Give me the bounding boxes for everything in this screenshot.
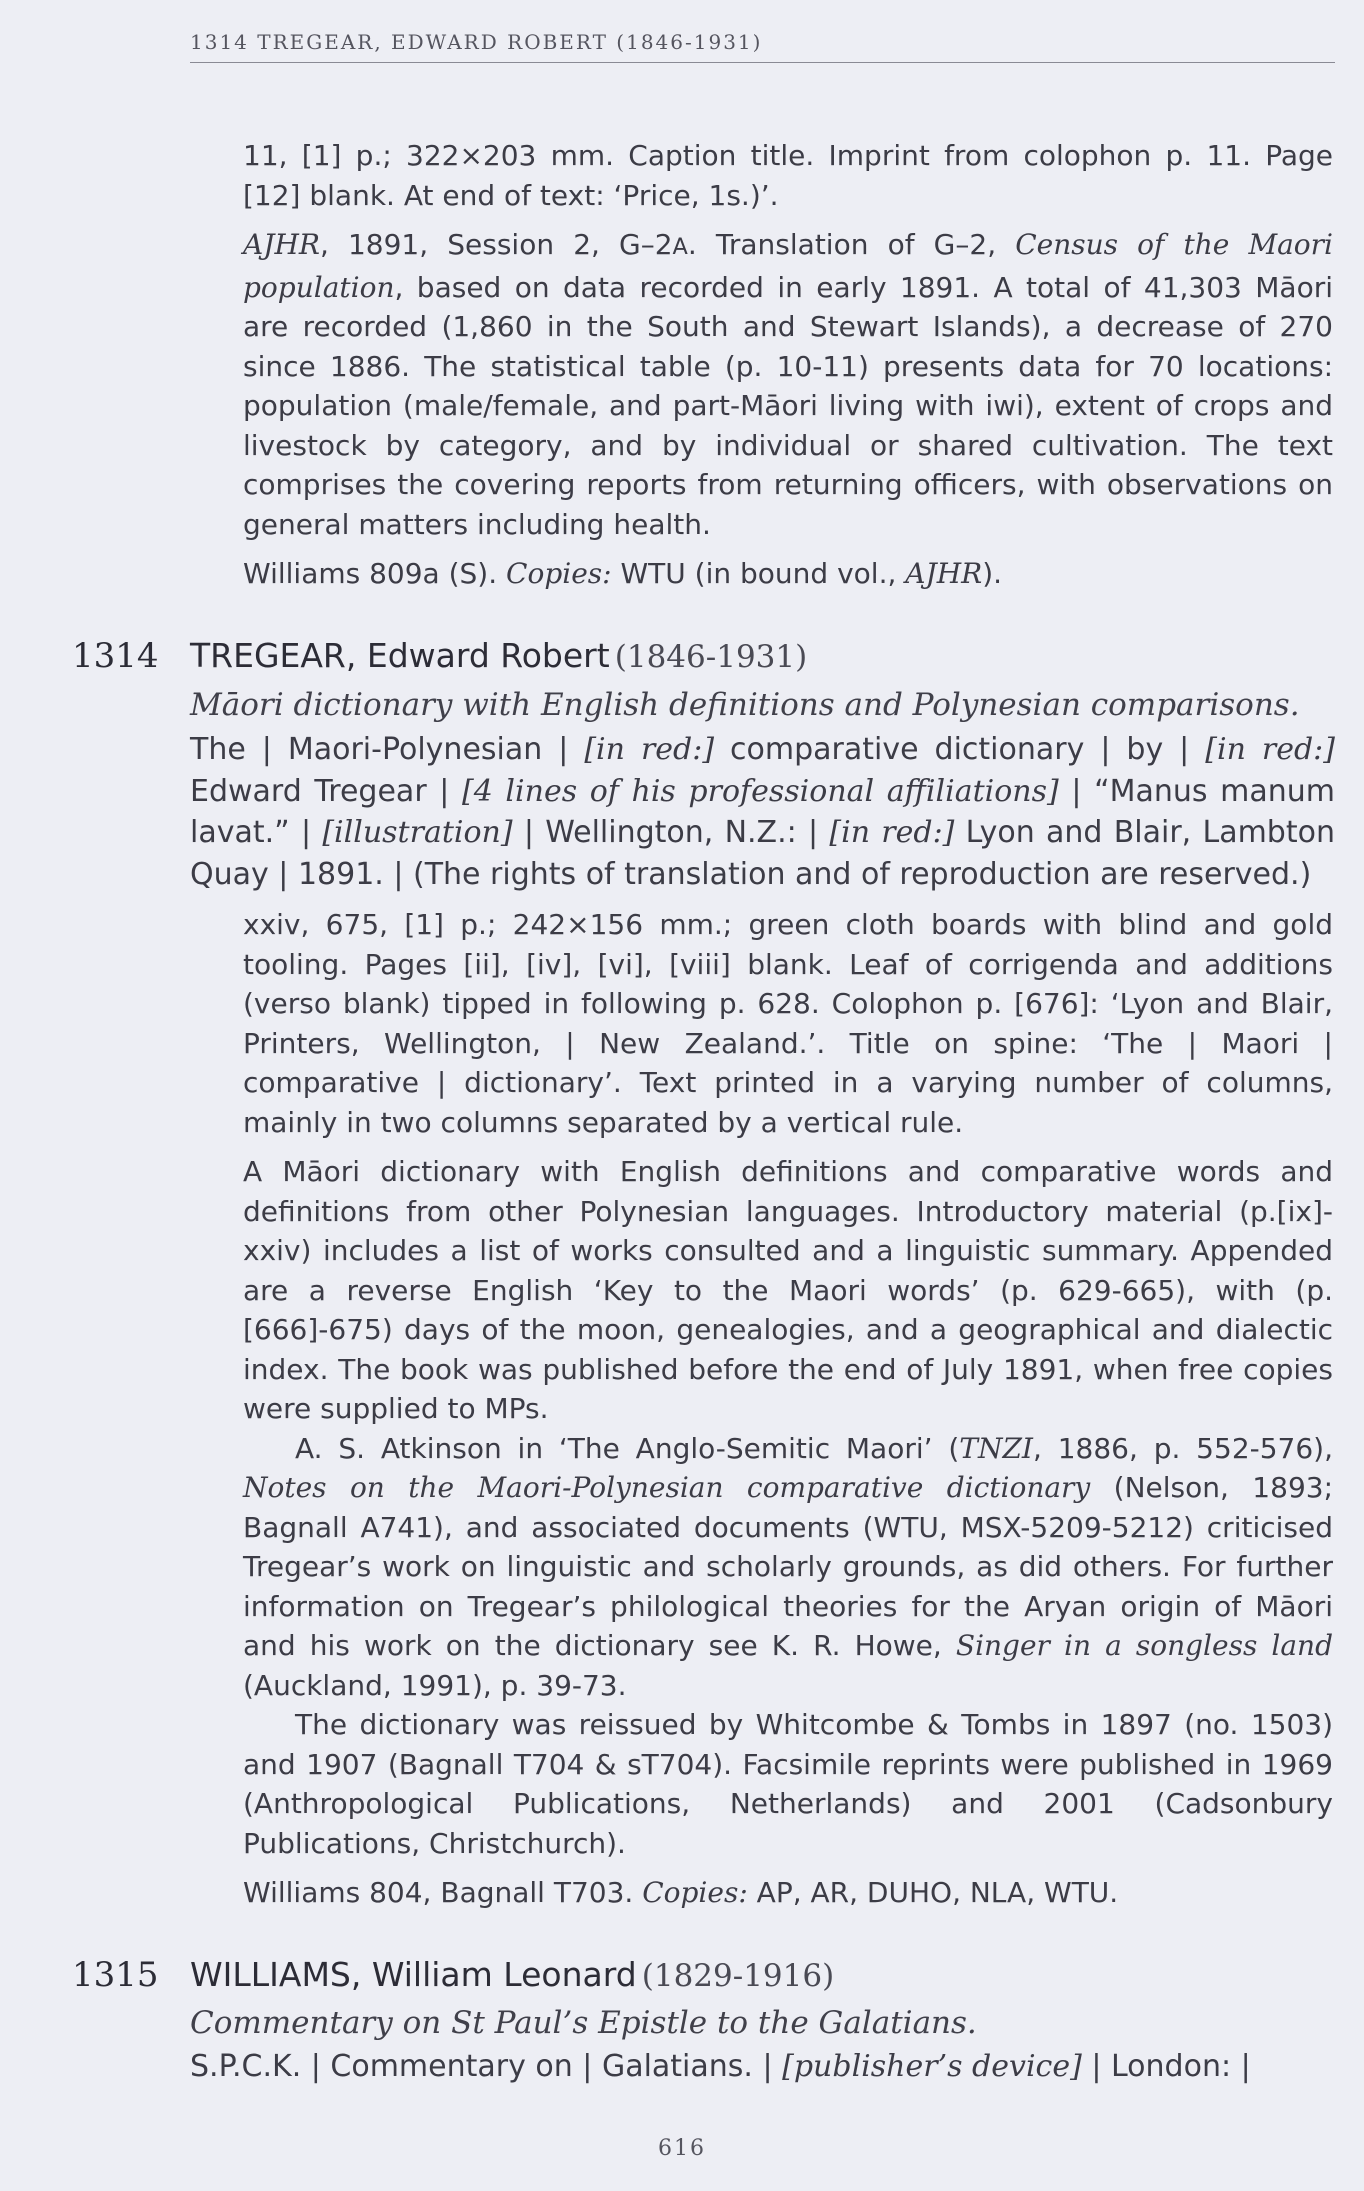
author-name: TREGEAR, Edward Robert xyxy=(190,636,610,675)
title-transcription-1315 xyxy=(190,2046,1335,2088)
tr1315-1: S.P.C.K. | Commentary on | Galatians. | xyxy=(190,2049,783,2084)
tr-6: Lyon and Blair, Lambton Quay | 1891. | (The rights of translation and of reproduction are reserved.) xyxy=(190,815,1335,892)
tr-red-3: [in red:] xyxy=(829,815,955,850)
prev-note-sc: A xyxy=(672,234,688,260)
note-1314-3: The dictionary was reissued by Whitcombe & Tombs in 1897 (no. 1503) and 1907 (Bagnall T704 & sT704). Facsimile reprints were published in 1969 (Anthropological Publications, Netherlands) and 2001 (Cadsonbury Publications, Christchurch). xyxy=(243,1708,1333,1860)
prev-collation: 11, [1] p.; 322×203 mm. Caption title. Imprint from colophon p. 11. Page [12] blank. At end of text: ‘Price, 1s.)’. xyxy=(243,139,1333,212)
tr1315-device: [publisher’s device] xyxy=(782,2049,1082,2084)
prev-note-title: Census of the Maori population xyxy=(243,228,1334,304)
note2-singer-title: Singer in a songless land xyxy=(955,1629,1333,1662)
prev-note-c: , based on data recorded in early 1891. A total of 41,303 Māori are recorded (1,860 in the South and Stewart Islands), a decrease of 270 since 1886. The statistical table (p. 10-11) presents data for 70 locations: population (male/female, and part-Māori living with iwi), extent of crops and livestock by category, and by individual or shared cultivation. The text comprises the covering reports from returning officers, with observations on general matters including health. xyxy=(243,270,1333,541)
prev-ref-b: WTU (in bound vol., xyxy=(611,557,906,590)
note2-d: (Auckland, 1991), p. 39-73. xyxy=(243,1668,627,1702)
entry-heading-1314 xyxy=(190,636,1340,675)
running-head: 1314 TREGEAR, EDWARD ROBERT (1846-1931) xyxy=(190,30,1335,63)
prev-ajhr: AJHR xyxy=(243,228,320,261)
prev-note-a: , 1891, Session 2, G–2 xyxy=(319,228,673,261)
tr-illustration: [illustration] xyxy=(322,815,513,850)
author-dates-1315: (1829-1916) xyxy=(641,1958,835,1994)
note2-b: , 1886, p. 552-576), xyxy=(1033,1431,1333,1465)
ref-1314-b: AP, AR, DUHO, NLA, WTU. xyxy=(747,1876,1119,1909)
entry-body-1314 xyxy=(243,905,1333,1923)
entry-title-1315: Commentary on St Paul’s Epistle to the Galatians. xyxy=(190,2005,977,2041)
note2-a: A. S. Atkinson in ‘The Anglo-Semitic Maori’ ( xyxy=(295,1431,960,1465)
note-1314-2 xyxy=(243,1429,1333,1706)
entry-heading-1315 xyxy=(190,1955,1340,1994)
tr-3: Edward Tregear | xyxy=(190,773,463,809)
tr-4: | “Manus manum lavat.” | xyxy=(190,773,1336,850)
ref-1314-a: Williams 804, Bagnall T703. xyxy=(243,1876,643,1909)
tr-2: comparative dictionary | by | xyxy=(714,732,1206,767)
tr-red-1: [in red:] xyxy=(584,732,715,767)
prev-ref-copies: Copies: xyxy=(506,557,612,590)
prev-entry-body xyxy=(243,136,1333,604)
author-dates: (1846-1931) xyxy=(614,639,808,675)
title-transcription-1314 xyxy=(190,729,1335,895)
tr-1: The | Maori-Polynesian | xyxy=(190,732,585,767)
tr-red-2: [in red:] xyxy=(1205,732,1335,767)
prev-ref-a: Williams 809a (S). xyxy=(243,557,507,590)
prev-note-b: . Translation of G–2, xyxy=(687,228,1016,261)
entry-number-1314: 1314 xyxy=(72,636,159,676)
ref-1314-copies: Copies: xyxy=(642,1876,748,1909)
author-name-1315: WILLIAMS, William Leonard xyxy=(190,1955,637,1994)
note2-c: (Nelson, 1893; Bagnall A741), and associated documents (WTU, MSX-5209-5212) criticised Tregear’s work on linguistic and scholarly grounds, as did others. For further information on Tregear’s philological theories for the Aryan origin of Māori and his work on the dictionary see K. R. Howe, xyxy=(243,1471,1334,1662)
references-1314 xyxy=(243,1873,1333,1913)
prev-ref-c: ). xyxy=(982,557,1003,590)
tr-5: | Wellington, N.Z.: | xyxy=(512,815,830,850)
entry-number-1315: 1315 xyxy=(72,1955,159,1995)
tr-affiliations: [4 lines of his professional affiliations] xyxy=(462,773,1059,809)
entry-title-1314: Māori dictionary with English definitions and Polynesian comparisons. xyxy=(190,687,1300,723)
collation-1314: xxiv, 675, [1] p.; 242×156 mm.; green cloth boards with blind and gold tooling. Pages [ii], [iv], [vi], [viii] blank. Leaf of corrigenda and additions (verso blank) tipped in following p. 628. Colophon p. [676]: ‘Lyon and Blair, Printers, Wellington, | New Zealand.’. Title on spine: ‘The | Maori | comparative | dictionary’. Text printed in a varying number of columns, mainly in two columns separated by a vertical rule. xyxy=(243,908,1333,1139)
prev-note xyxy=(243,225,1333,544)
note-1314-1: A Māori dictionary with English definitions and comparative words and definitions from other Polynesian languages. Introductory material (p.[ix]-xxiv) includes a list of works consulted and a linguistic summary. Appended are a reverse English ‘Key to the Maori words’ (p. 629-665), with (p. [666]-675) days of the moon, genealogies, and a geographical and dialectic index. The book was published before the end of July 1891, when free copies were supplied to MPs. xyxy=(243,1155,1333,1425)
note2-notes-title: Notes on the Maori-Polynesian comparative dictionary xyxy=(243,1471,1091,1504)
tr1315-2: | London: | xyxy=(1081,2049,1251,2084)
prev-references xyxy=(243,554,1333,594)
page-number: 616 xyxy=(658,2136,706,2161)
note2-tnzi: TNZI xyxy=(959,1431,1033,1465)
prev-ref-ajhr: AJHR xyxy=(905,557,983,590)
